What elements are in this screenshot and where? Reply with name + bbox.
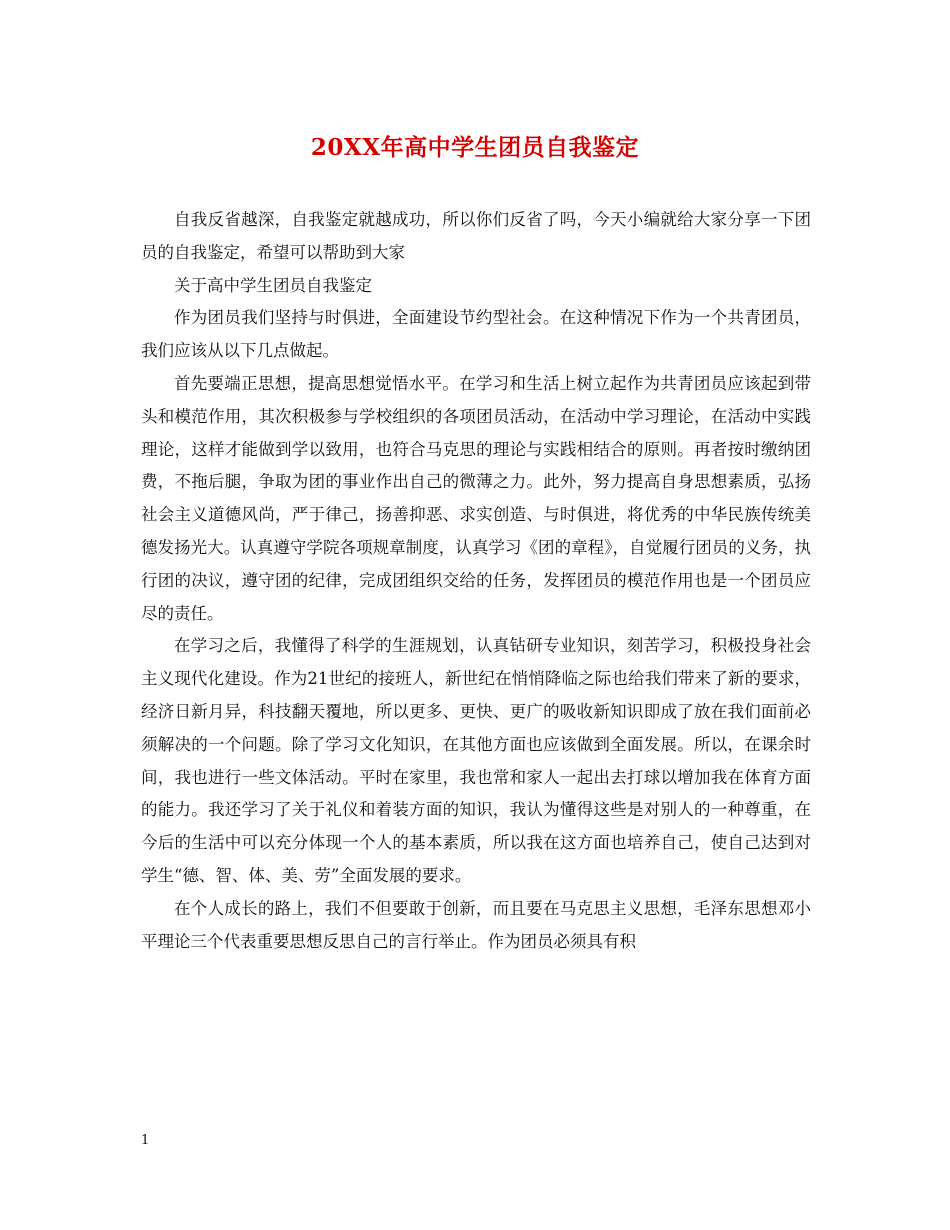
document-title: 20XX年高中学生团员自我鉴定: [310, 134, 640, 161]
intro-paragraph: 自我反省越深，自我鉴定就越成功，所以你们反省了吗，今天小编就给大家分享一下团员的自我鉴定，希望可以帮助到大家: [141, 210, 811, 262]
section-heading: 关于高中学生团员自我鉴定: [174, 275, 372, 295]
page-number: 1: [141, 1133, 150, 1148]
document-body: [141, 204, 811, 958]
body-paragraph: 作为团员我们坚持与时俱进，全面建设节约型社会。在这种情况下作为一个共青团员，我们应该从以下几点做起。: [141, 308, 811, 361]
body-paragraph: 首先要端正思想，提高思想觉悟水平。在学习和生活上树立起作为共青团员应该起到带头和模范作用，其次积极参与学校组织的各项团员活动，在活动中学习理论，在活动中实践理论，这样才能做到学以致用，也符合马克思的理论与实践相结合的原则。再者按时缴纳团费，不拖后腿，争取为团的事业作出自己的微薄之力。此外，努力提高自身思想素质，弘扬社会主义道德风尚，严于律己，扬善抑恶、求实创造、与时俱进，将优秀的中华民族传统美德发扬光大。认真遵守学院各项规章制度，认真学习《团的章程》，自觉履行团员的义务，执行团的决议，遵守团的纪律，完成团组织交给的任务，发挥团员的模范作用也是一个团员应尽的责任。: [141, 373, 811, 623]
body-paragraph: 在学习之后，我懂得了科学的生涯规划，认真钻研专业知识，刻苦学习，积极投身社会主义现代化建设。作为21世纪的接班人，新世纪在悄悄降临之际也给我们带来了新的要求，经济日新月异，科技翻天覆地，所以更多、更快、更广的吸收新知识即成了放在我们面前必须解决的一个问题。除了学习文化知识，在其他方面也应该做到全面发展。所以，在课余时间，我也进行一些文体活动。平时在家里，我也常和家人一起出去打球以增加我在体育方面的能力。我还学习了关于礼仪和着装方面的知识，我认为懂得这些是对别人的一种尊重，在今后的生活中可以充分体现一个人的基本素质，所以我在这方面也培养自己，使自己达到对学生“德、智、体、美、劳”全面发展的要求。: [141, 636, 811, 885]
body-paragraph: 在个人成长的路上，我们不但要敢于创新，而且要在马克思主义思想，毛泽东思想邓小平理论三个代表重要思想反思自己的言行举止。作为团员必须具有积: [141, 898, 811, 951]
